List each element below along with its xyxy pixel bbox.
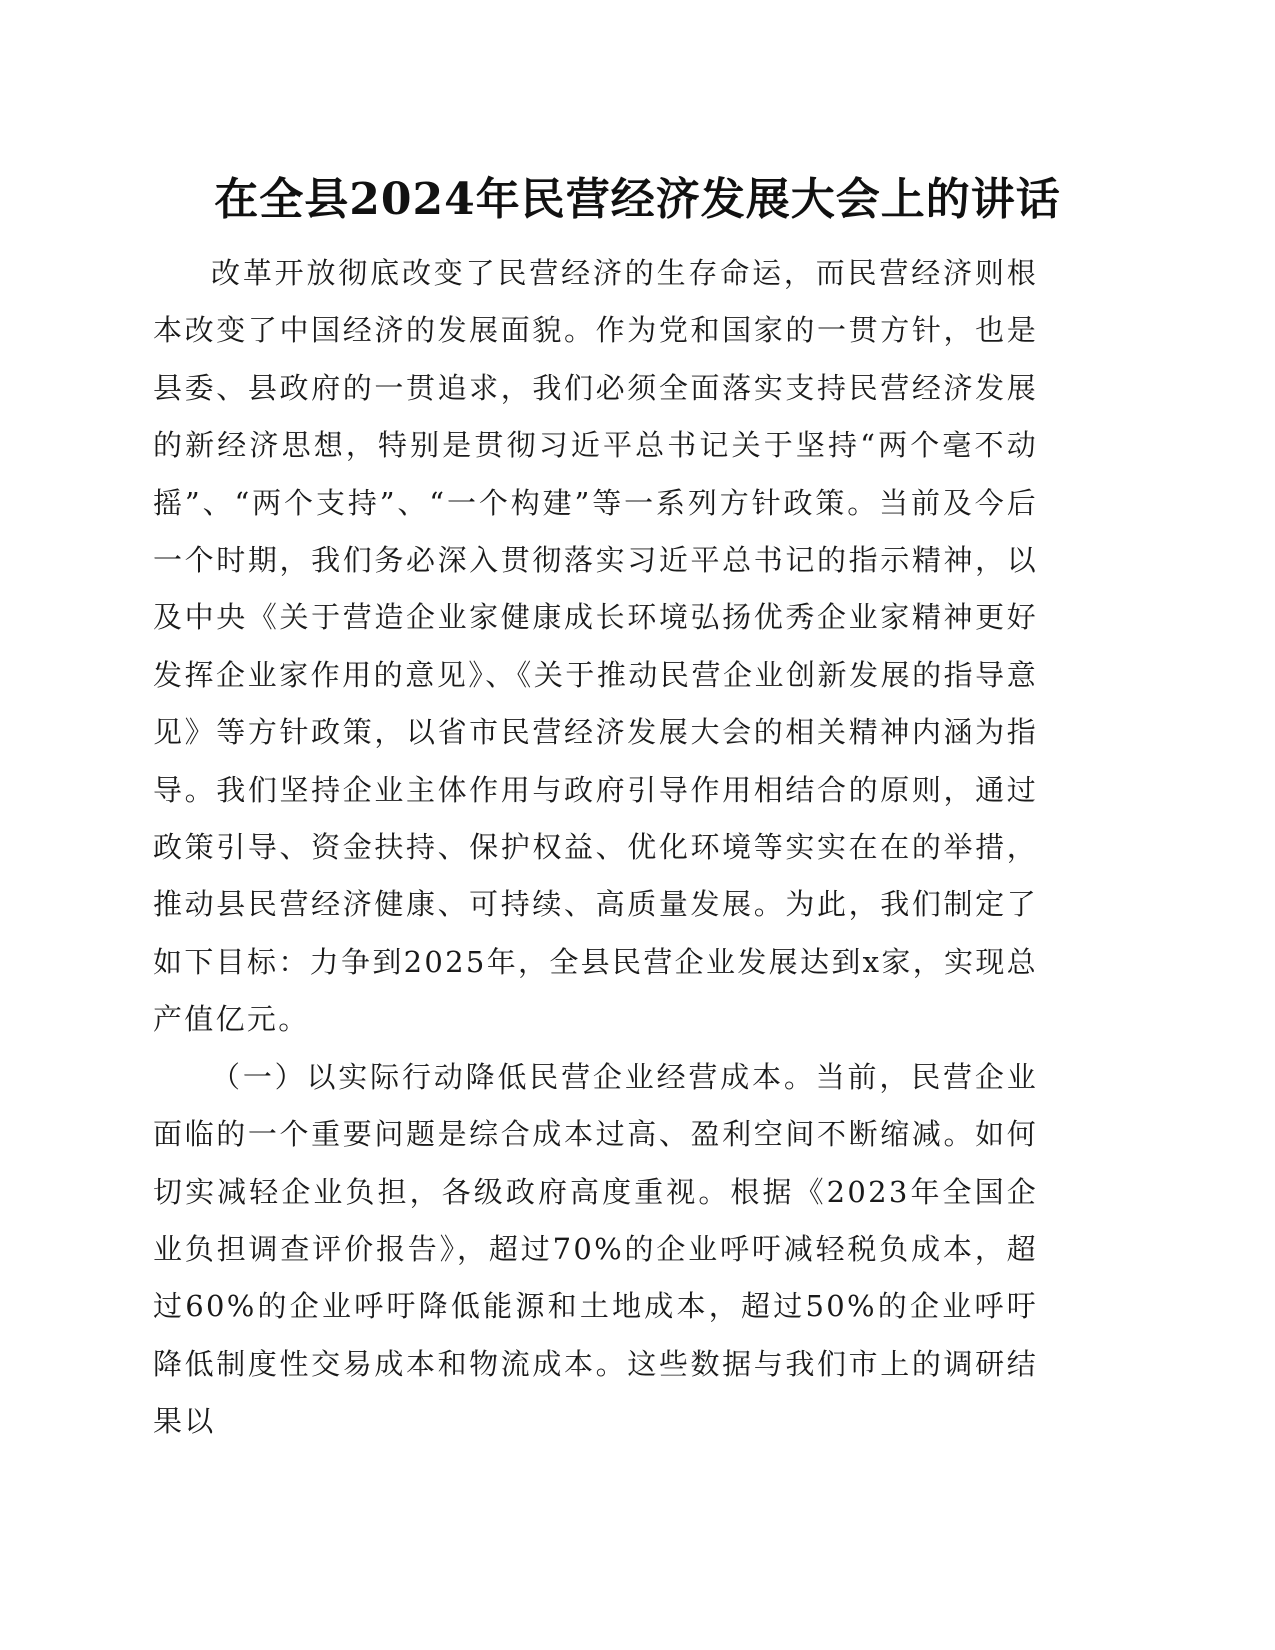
document-title: 在全县2024年民营经济发展大会上的讲话 (214, 174, 1061, 225)
document-body (153, 245, 1038, 1451)
paragraph-intro: 改革开放彻底改变了民营经济的生存命运，而民营经济则根本改变了中国经济的发展面貌。作为党和国家的一贯方针，也是县委、县政府的一贯追求，我们必须全面落实支持民营经济发展的新经济思想，特别是贯彻习近平总书记关于坚持“两个毫不动摇”、“两个支持”、“一个构建”等一系列方针政策。当前及今后一个时期，我们务必深入贯彻落实习近平总书记的指示精神，以及中央《关于营造企业家健康成长环境弘扬优秀企业家精神更好发挥企业家作用的意见》、《关于推动民营企业创新发展的指导意见》等方针政策，以省市民营经济发展大会的相关精神内涵为指导。我们坚持企业主体作用与政府引导作用相结合的原则，通过政策引导、资金扶持、保护权益、优化环境等实实在在的举措，推动县民营经济健康、可持续、高质量发展。为此，我们制定了如下目标：力争到2025年，全县民营企业发展达到x家，实现总产值亿元。 (153, 256, 1038, 1037)
paragraph-section-one: （一）以实际行动降低民营企业经营成本。当前，民营企业面临的一个重要问题是综合成本过高、盈利空间不断缩减。如何切实减轻企业负担，各级政府高度重视。根据《2023年全国企业负担调查评价报告》，超过70%的企业呼吁减轻税负成本，超过60%的企业呼吁降低能源和土地成本，超过50%的企业呼吁降低制度性交易成本和物流成本。这些数据与我们市上的调研结果以 (153, 1059, 1038, 1439)
